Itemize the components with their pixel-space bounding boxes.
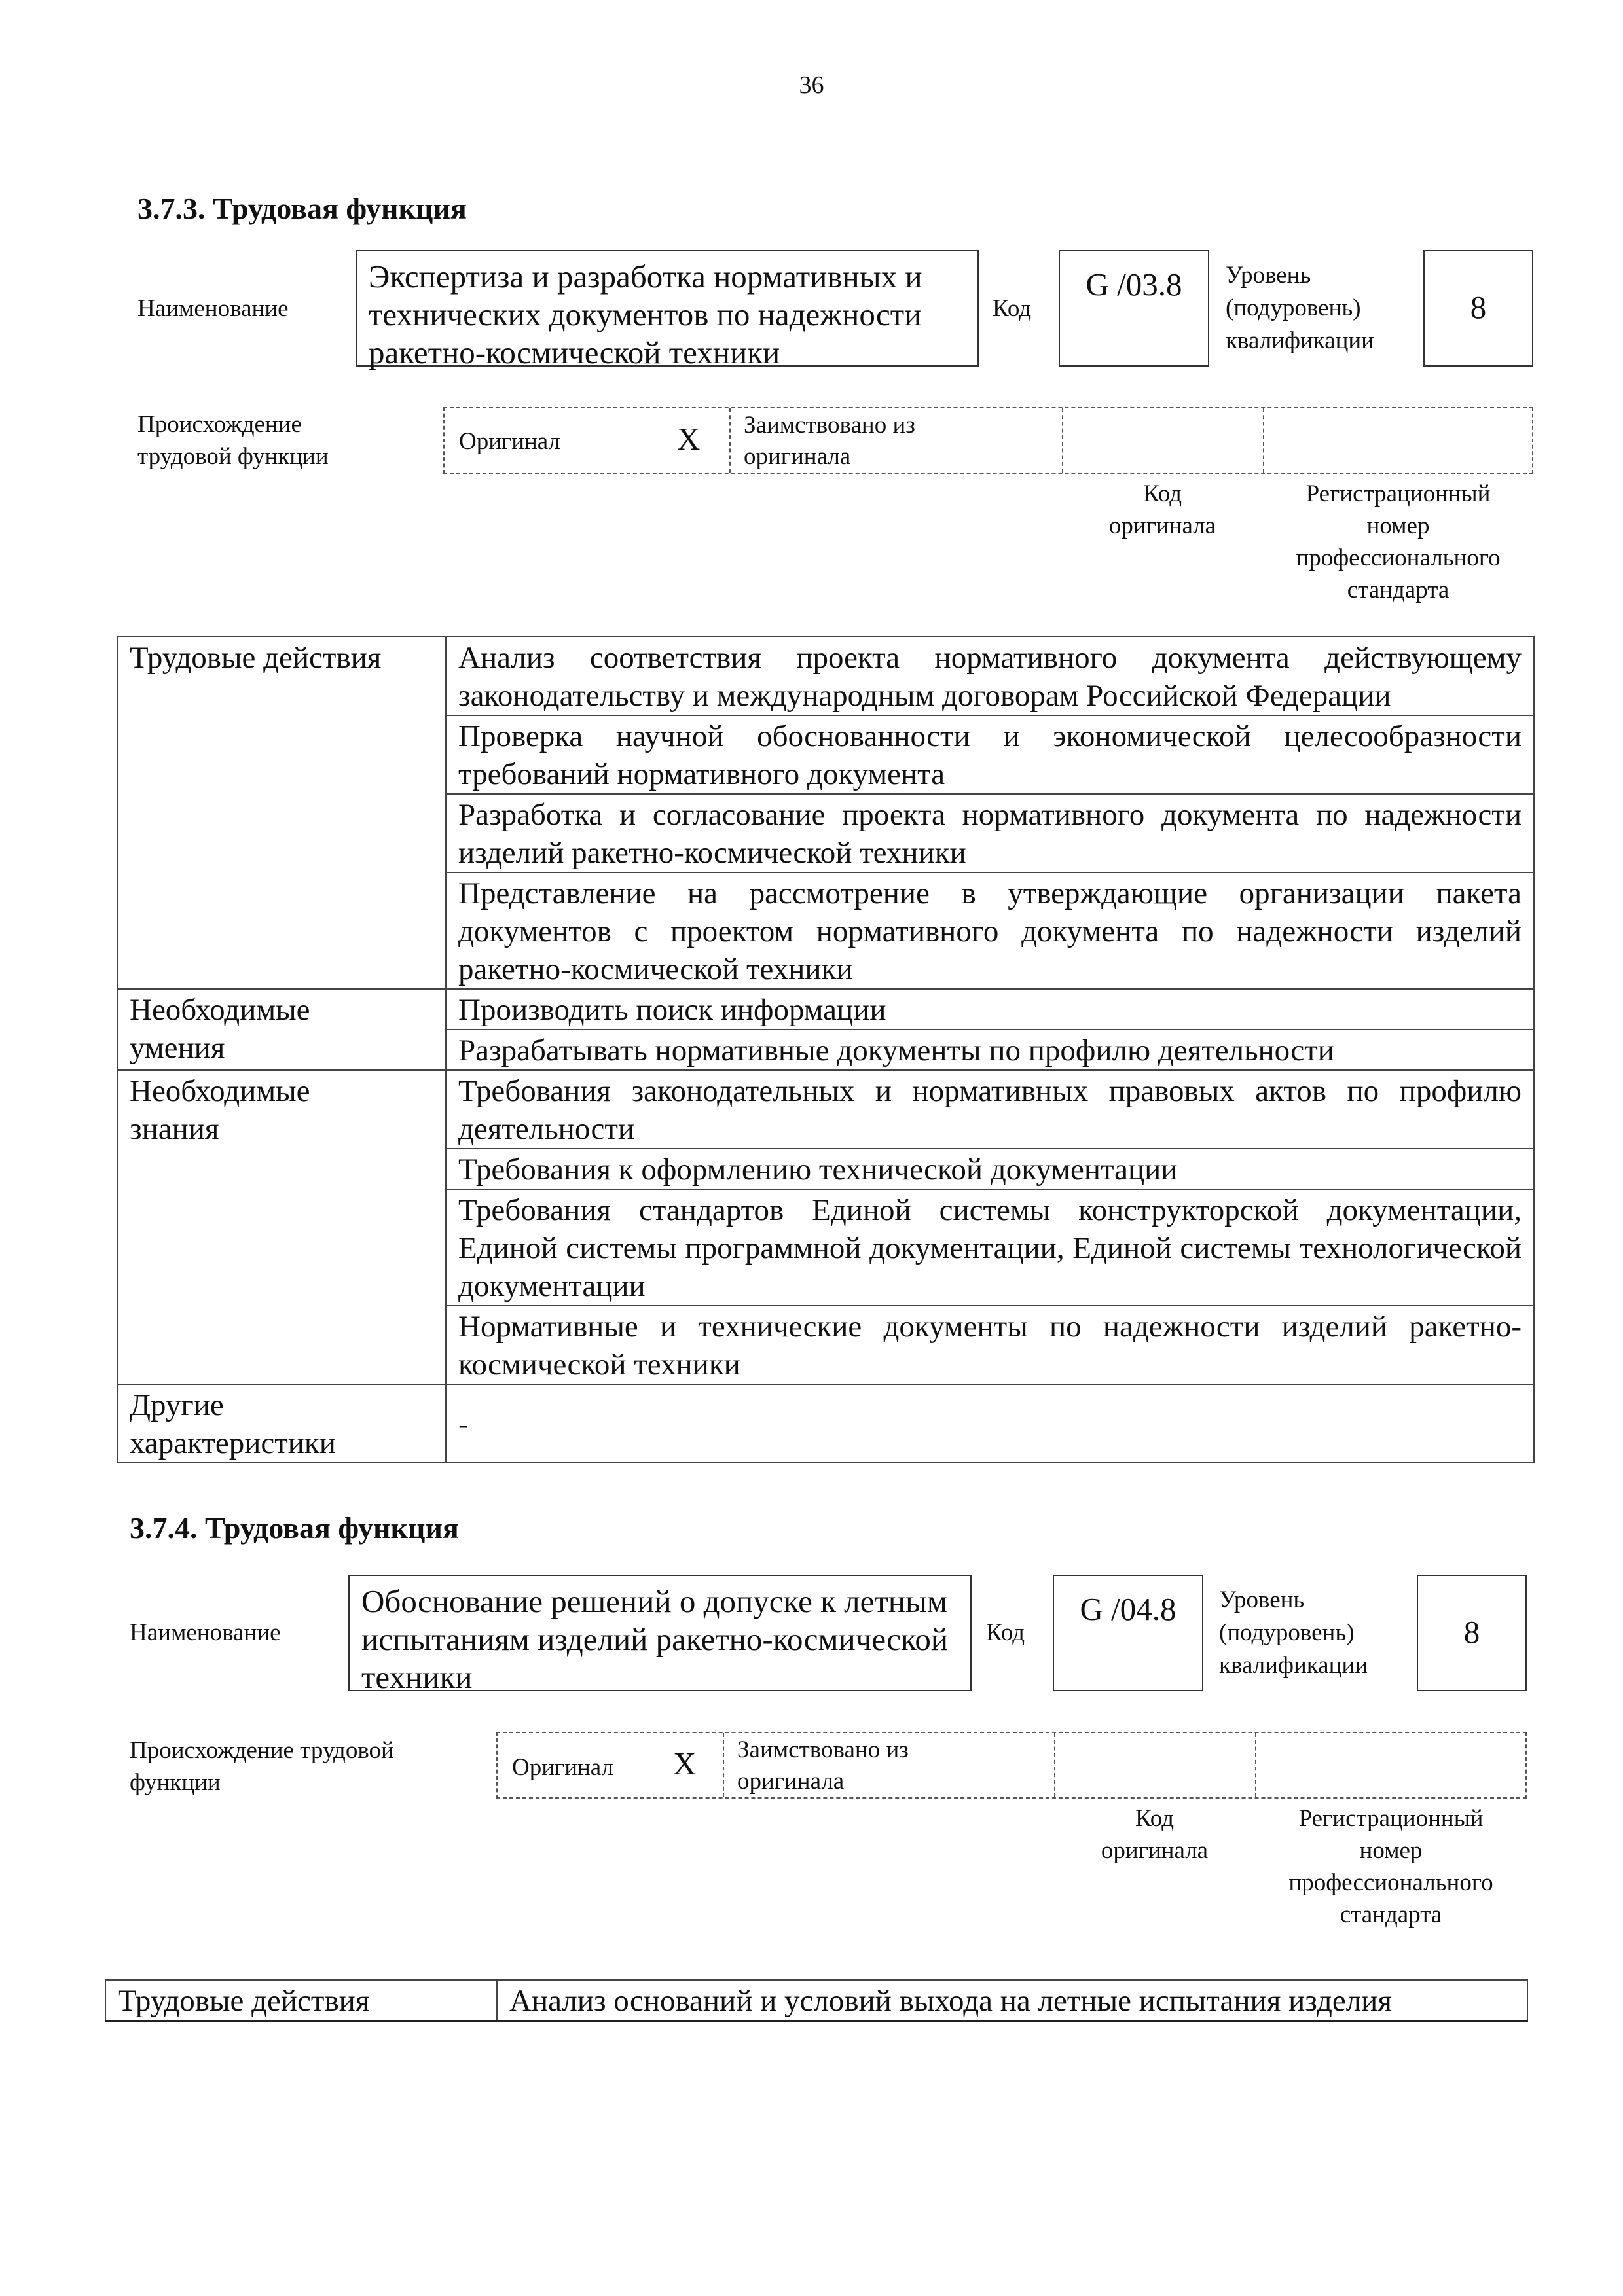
borrowed-label-line: оригинала	[744, 443, 851, 470]
actions-label-cell	[117, 637, 446, 989]
caption-line: оригинала	[1101, 1837, 1209, 1864]
knowledge-item: Требования законодательных и нормативных правовых актов по профилю деятельности	[446, 1070, 1534, 1149]
actions-label-cell	[105, 1980, 497, 2021]
caption-line: стандарта	[1340, 1901, 1442, 1928]
caption-line: оригинала	[1108, 512, 1216, 539]
caption-line: номер	[1366, 512, 1430, 539]
table-row	[117, 989, 1534, 1030]
action-item: Проверка научной обоснованности и экономической целесообразности требований нормативного документа	[446, 715, 1534, 794]
other-label-line: Другие	[130, 1388, 224, 1422]
original-label: Оригинал	[512, 1754, 614, 1781]
level-label	[1226, 259, 1374, 357]
knowledge-label-line: знания	[130, 1112, 219, 1146]
original-mark: X	[677, 421, 701, 457]
other-label-cell	[117, 1384, 446, 1463]
original-label: Оригинал	[459, 428, 561, 455]
caption-line: стандарта	[1347, 577, 1450, 603]
level-label	[1219, 1584, 1368, 1682]
caption-line: Код	[1142, 480, 1182, 507]
code-label: Код	[993, 295, 1032, 322]
original-cell	[498, 1733, 724, 1797]
knowledge-item: Нормативные и технические документы по надежности изделий ракетно-космической техники	[446, 1306, 1534, 1384]
original-cell	[445, 408, 731, 473]
skills-label-line: Необходимые	[130, 993, 310, 1027]
skills-label-line: умения	[130, 1031, 225, 1065]
function-name-box: Обоснование решений о допуске к летным испытаниям изделий ракетно-космической техники	[348, 1575, 972, 1691]
knowledge-item: Требования стандартов Единой системы конструкторской документации, Единой системы программной документации, Единой системы технологической документации	[446, 1189, 1534, 1306]
origin-label-line: трудовой функции	[137, 443, 329, 470]
function-name-box: Экспертиза и разработка нормативных и технических документов по надежности ракетно-космической техники	[356, 250, 979, 367]
action-item: Разработка и согласование проекта нормативного документа по надежности изделий ракетно-космической техники	[446, 794, 1534, 872]
original-code-caption	[1054, 1803, 1255, 1867]
level-label-line: (подуровень)	[1219, 1619, 1355, 1646]
code-label: Код	[986, 1619, 1025, 1646]
borrowed-cell	[731, 408, 1063, 473]
caption-line: профессионального	[1288, 1869, 1493, 1896]
caption-line: Регистрационный	[1298, 1805, 1484, 1832]
caption-line: номер	[1359, 1837, 1423, 1864]
original-code-caption	[1062, 478, 1263, 542]
name-label: Наименование	[137, 295, 289, 322]
code-value-box: G /04.8	[1053, 1575, 1203, 1691]
function-details-table	[117, 636, 1535, 1463]
caption-line: Код	[1135, 1805, 1175, 1832]
level-label-line: Уровень	[1219, 1587, 1305, 1613]
borrowed-cell	[724, 1733, 1055, 1797]
action-item: Анализ оснований и условий выхода на летные испытания изделия	[497, 1980, 1527, 2021]
level-label-line: квалификации	[1219, 1652, 1368, 1679]
section-title-3-7-3: 3.7.3. Трудовая функция	[137, 192, 467, 225]
origin-label-line: функции	[130, 1769, 221, 1796]
table-row	[105, 1980, 1527, 2021]
level-value-box: 8	[1417, 1575, 1527, 1691]
level-label-line: Уровень	[1226, 262, 1311, 289]
name-label: Наименование	[130, 1619, 281, 1646]
registration-number-cell	[1256, 1733, 1528, 1797]
borrowed-label	[744, 410, 915, 473]
origin-row	[496, 1732, 1527, 1799]
origin-label-line: Происхождение трудовой	[130, 1737, 394, 1764]
borrowed-label-line: оригинала	[737, 1768, 845, 1795]
knowledge-label-line: Необходимые	[130, 1074, 310, 1108]
action-item: Представление на рассмотрение в утверждающие организации пакета документов с проектом нормативного документа по надежности изделий ракетно-космической техники	[446, 872, 1534, 989]
knowledge-label-cell	[117, 1070, 446, 1384]
other-value: -	[446, 1384, 1534, 1463]
section-title-3-7-4: 3.7.4. Трудовая функция	[130, 1511, 459, 1545]
original-mark: X	[673, 1746, 697, 1782]
other-label-line: характеристики	[130, 1426, 336, 1460]
table-row	[117, 1384, 1534, 1463]
origin-label	[137, 408, 329, 473]
origin-label-line: Происхождение	[137, 411, 302, 438]
actions-label: Трудовые действия	[130, 641, 382, 675]
function-details-table	[105, 1979, 1528, 2022]
caption-line: профессионального	[1296, 545, 1501, 571]
skill-item: Разрабатывать нормативные документы по профилю деятельности	[446, 1030, 1534, 1070]
skill-item: Производить поиск информации	[446, 989, 1534, 1030]
original-code-cell	[1063, 408, 1264, 473]
knowledge-item: Требования к оформлению технической документации	[446, 1149, 1534, 1189]
registration-number-cell	[1264, 408, 1535, 473]
table-row	[117, 1070, 1534, 1149]
code-value-box: G /03.8	[1059, 250, 1209, 367]
skills-label-cell	[117, 989, 446, 1070]
borrowed-label-line: Заимствовано из	[737, 1736, 909, 1763]
caption-line: Регистрационный	[1305, 480, 1491, 507]
registration-number-caption	[1255, 1803, 1527, 1931]
actions-label: Трудовые действия	[118, 1984, 370, 2018]
origin-label	[130, 1734, 394, 1799]
level-value-box: 8	[1423, 250, 1533, 367]
original-code-cell	[1055, 1733, 1256, 1797]
borrowed-label	[737, 1734, 909, 1797]
page-number: 36	[799, 71, 824, 99]
level-label-line: (подуровень)	[1226, 295, 1361, 321]
level-label-line: квалификации	[1226, 327, 1374, 354]
registration-number-caption	[1263, 478, 1533, 606]
action-item: Анализ соответствия проекта нормативного документа действующему законодательству и международным договорам Российской Федерации	[446, 637, 1534, 715]
table-row	[117, 637, 1534, 715]
borrowed-label-line: Заимствовано из	[744, 412, 915, 439]
origin-row	[443, 407, 1533, 474]
